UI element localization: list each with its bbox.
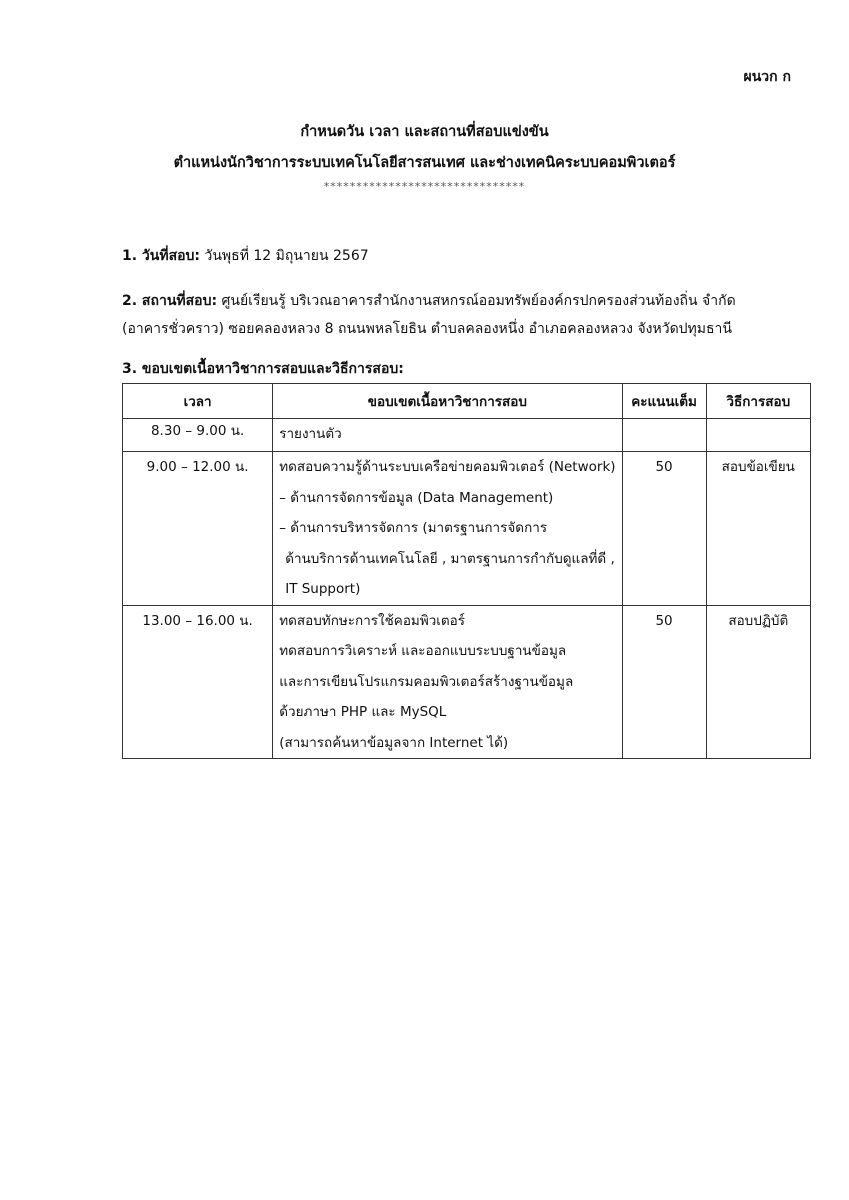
header-time: เวลา <box>123 384 273 419</box>
cell-method <box>706 419 810 452</box>
exam-venue-value: ศูนย์เรียนรู้ บริเวณอาคารสำนักงานสหกรณ์ออมทรัพย์องค์กรปกครองส่วนท้องถิ่น จำกัด <box>221 293 736 309</box>
exam-venue-line-2: (อาคารชั่วคราว) ซอยคลองหลวง 8 ถนนพหลโยธิน ตำบลคลองหนึ่ง อำเภอคลองหลวง จังหวัดปทุมธานี <box>122 321 732 337</box>
separator-line: ******************************* <box>323 180 526 193</box>
scope-line: – ด้านการจัดการข้อมูล (Data Management) <box>279 489 554 506</box>
table-row <box>123 419 811 452</box>
exam-scope-heading: 3. ขอบเขตเนื้อหาวิชาการสอบและวิธีการสอบ: <box>122 361 404 377</box>
exam-schedule-table <box>122 383 811 759</box>
cell-score: 50 <box>655 612 673 629</box>
header-score: คะแนนเต็ม <box>622 384 706 419</box>
annex-label: ผนวก ก <box>743 69 791 85</box>
table-row <box>123 605 811 759</box>
exam-date-line <box>122 245 369 267</box>
table-row <box>123 452 811 606</box>
document-title: กำหนดวัน เวลา และสถานที่สอบแข่งขัน <box>300 124 549 140</box>
table-header-row <box>123 384 811 419</box>
cell-time: 13.00 – 16.00 น. <box>142 612 253 629</box>
exam-date-value: วันพุธที่ 12 มิถุนายน 2567 <box>204 248 369 264</box>
cell-method: สอบปฏิบัติ <box>728 612 789 629</box>
header-method: วิธีการสอบ <box>706 384 810 419</box>
exam-venue-line <box>122 290 736 312</box>
cell-score <box>622 419 706 452</box>
cell-scope <box>273 419 622 452</box>
header-scope: ขอบเขตเนื้อหาวิชาการสอบ <box>273 384 622 419</box>
exam-date-label: 1. วันที่สอบ: <box>122 248 201 264</box>
document-subtitle: ตำแหน่งนักวิชาการระบบเทคโนโลยีสารสนเทศ และช่างเทคนิคระบบคอมพิวเตอร์ <box>173 155 676 171</box>
scope-line: ทดสอบทักษะการใช้คอมพิวเตอร์ <box>279 612 466 629</box>
cell-score: 50 <box>655 459 673 475</box>
scope-line: ด้วยภาษา PHP และ MySQL <box>279 704 447 720</box>
scope-line: IT Support) <box>285 581 361 597</box>
scope-line: และการเขียนโปรแกรมคอมพิวเตอร์สร้างฐานข้อมูล <box>279 673 574 690</box>
scope-line: ด้านบริการด้านเทคโนโลยี , มาตรฐานการกำกับดูแลที่ดี , <box>285 550 615 567</box>
exam-venue-label: 2. สถานที่สอบ: <box>122 293 218 309</box>
cell-time: 8.30 – 9.00 น. <box>123 419 273 452</box>
cell-time: 9.00 – 12.00 น. <box>146 459 249 475</box>
scope-line: (สามารถค้นหาข้อมูลจาก Internet ได้) <box>279 734 509 751</box>
cell-scope <box>273 605 622 759</box>
scope-line: – ด้านการบริหารจัดการ (มาตรฐานการจัดการ <box>279 520 548 536</box>
scope-line: รายงานตัว <box>279 426 342 442</box>
cell-scope <box>273 452 622 606</box>
scope-line: ทดสอบการวิเคราะห์ และออกแบบระบบฐานข้อมูล <box>279 643 567 659</box>
cell-method: สอบข้อเขียน <box>721 459 795 475</box>
scope-line: ทดสอบความรู้ด้านระบบเครือข่ายคอมพิวเตอร์ (Network) <box>279 459 616 475</box>
